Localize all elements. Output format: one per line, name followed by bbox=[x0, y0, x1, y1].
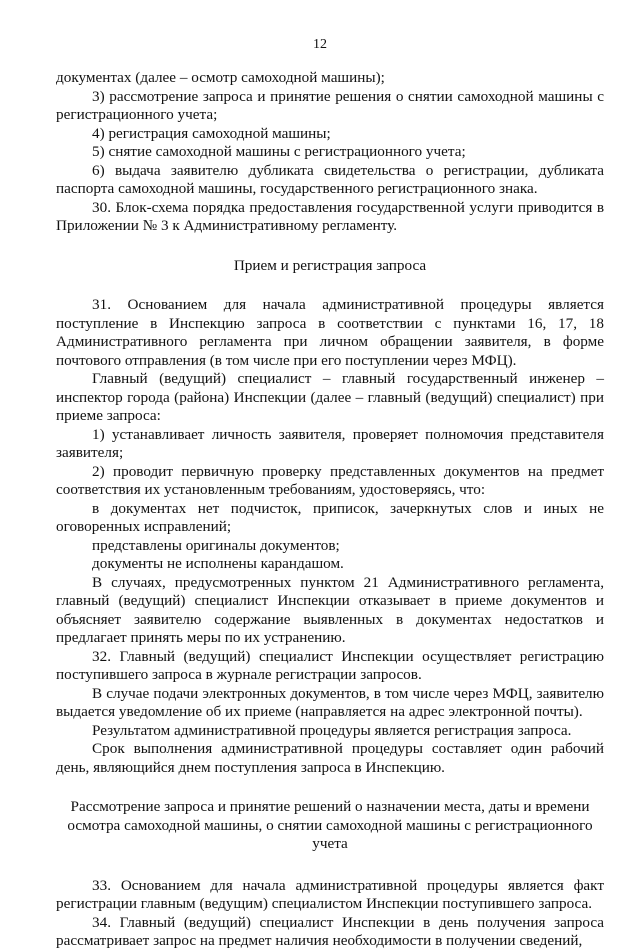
paragraph: в документах нет подчисток, приписок, зачеркнутых слов и иных не оговоренных исправлений; bbox=[56, 499, 604, 535]
paragraph: В случаях, предусмотренных пунктом 21 Административного регламента, главный (ведущий) специалист Инспекции отказывает в приеме документов и объясняет заявителю содержание выявленных в документах недостатков и предлагает принять меры по их устранению. bbox=[56, 573, 604, 646]
section-heading: Прием и регистрация запроса bbox=[233, 256, 427, 274]
section-heading: Рассмотрение запроса и принятие решений о назначении места, даты и времени осмотра самоходной машины, о снятии самоходной машины с регистрационного учета bbox=[67, 798, 593, 852]
paragraph: документах (далее – осмотр самоходной машины); bbox=[56, 69, 385, 86]
paragraph: 5) снятие самоходной машины с регистрационного учета; bbox=[92, 143, 466, 160]
paragraph: 34. Главный (ведущий) специалист Инспекции в день получения запроса рассматривает запрос на предмет наличия необходимости в получении сведений, bbox=[56, 913, 604, 949]
paragraph: 31. Основанием для начала административной процедуры является поступление в Инспекцию запроса в соответствии с пунктами 16, 17, 18 Административного регламента при личном обращении заявителя, в форме почтового отправления (в том числе при его поступлении через МФЦ). bbox=[56, 296, 604, 369]
paragraph: 3) рассмотрение запроса и принятие решения о снятии самоходной машины с регистрационного учета; bbox=[56, 87, 604, 123]
paragraph: 4) регистрация самоходной машины; bbox=[92, 124, 331, 142]
spacer bbox=[56, 854, 604, 877]
spacer bbox=[56, 275, 604, 296]
paragraph: 32. Главный (ведущий) специалист Инспекции осуществляет регистрацию поступившего запроса в журнале регистрации запросов. bbox=[56, 647, 604, 683]
paragraph: 1) устанавливает личность заявителя, проверяет полномочия представителя заявителя; bbox=[56, 425, 604, 461]
paragraph: 6) выдача заявителю дубликата свидетельства о регистрации, дубликата паспорта самоходной машины, государственного регистрационного знака. bbox=[56, 161, 604, 197]
paragraph: 2) проводит первичную проверку представленных документов на предмет соответствия их установленным требованиям, удостоверяясь, что: bbox=[56, 462, 604, 498]
paragraph: Срок выполнения административной процедуры составляет один рабочий день, являющийся днем поступления запроса в Инспекцию. bbox=[56, 740, 604, 776]
paragraph: 33. Основанием для начала административной процедуры является факт регистрации главным (ведущим) специалистом Инспекции поступившего запроса. bbox=[56, 876, 604, 912]
paragraph: 30. Блок-схема порядка предоставления государственной услуги приводится в Приложении № 3 к Административному регламенту. bbox=[56, 198, 604, 234]
paragraph: представлены оригиналы документов; bbox=[92, 536, 340, 554]
paragraph: Главный (ведущий) специалист – главный государственный инженер – инспектор города (района) Инспекции (далее – главный (ведущий) специалист) при приеме запроса: bbox=[56, 370, 604, 424]
spacer bbox=[56, 236, 604, 257]
paragraph: В случае подачи электронных документов, в том числе через МФЦ, заявителю выдается уведомление об их приеме (направляется на адрес электронной почты). bbox=[56, 684, 604, 720]
spacer bbox=[56, 777, 604, 798]
paragraph: документы не исполнены карандашом. bbox=[92, 555, 344, 572]
paragraph: Результатом административной процедуры является регистрация запроса. bbox=[92, 721, 572, 739]
document-body bbox=[56, 69, 604, 951]
page-number: 12 bbox=[313, 37, 327, 52]
